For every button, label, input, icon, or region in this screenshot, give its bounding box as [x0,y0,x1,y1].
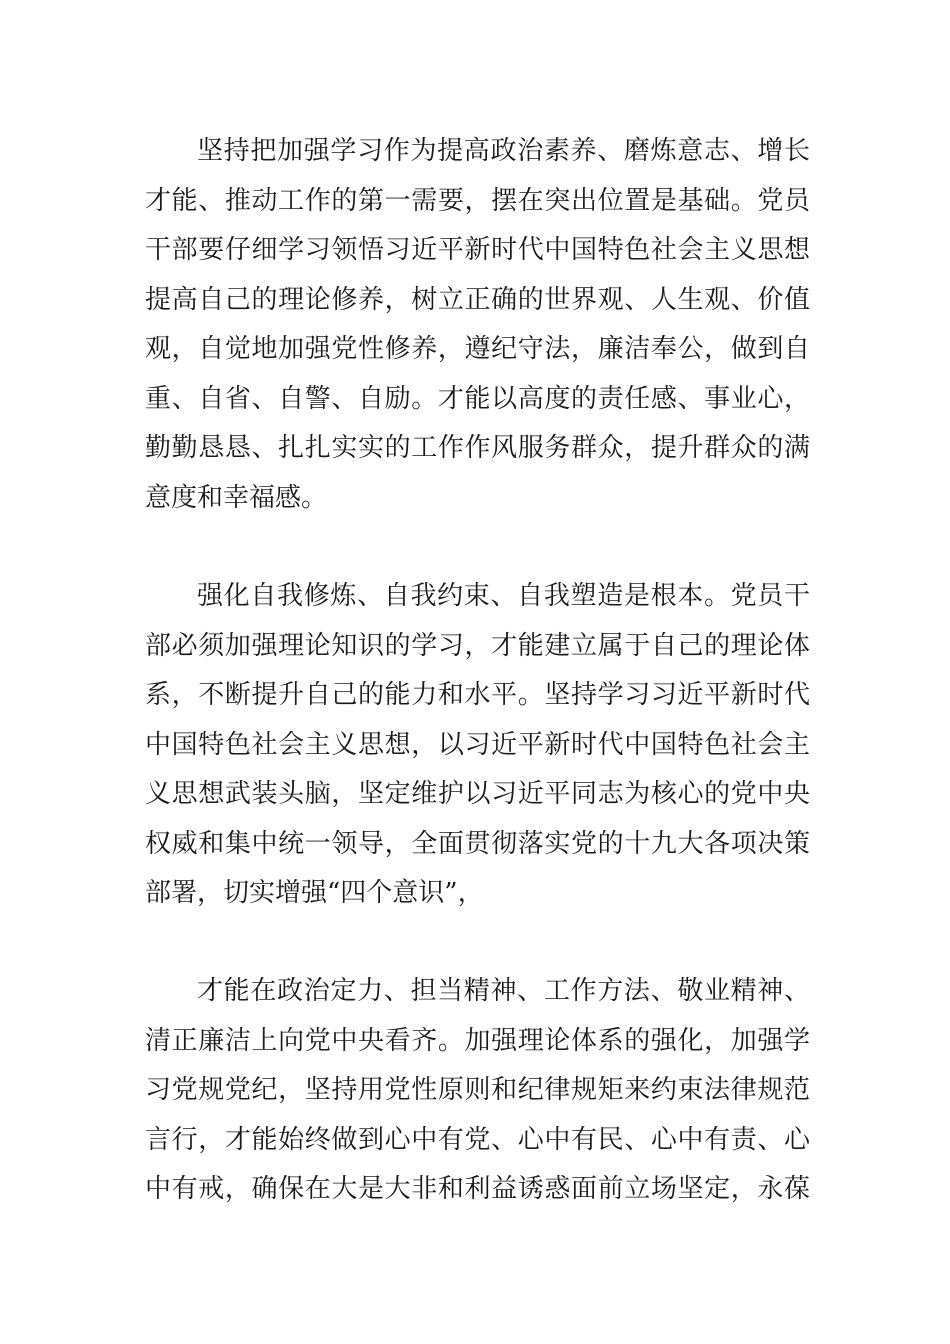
paragraph-line: 观，自觉地加强党性修养，遵纪守法，廉洁奉公，做到自 [145,334,810,364]
paragraph-line: 坚持把加强学习作为提高政治素养、磨炼意志、增长 [197,136,810,166]
paragraph-line: 清正廉洁上向党中央看齐。加强理论体系的强化，加强学 [145,1025,810,1056]
paragraph-line: 部署，切实增强“四个意识”， [145,878,484,908]
paragraph-line: 义思想武装头脑，坚定维护以习近平同志为核心的党中央 [145,779,810,809]
paragraph-1 [145,127,810,523]
paragraph-line: 系，不断提升自己的能力和水平。坚持学习习近平新时代 [145,680,810,710]
paragraph-line: 中国特色社会主义思想，以习近平新时代中国特色社会主 [145,729,810,760]
paragraph-line: 权威和集中统一领导，全面贯彻落实党的十九大各项决策 [145,828,810,859]
paragraph-line: 强化自我修炼、自我约束、自我塑造是根本。党员干 [197,581,810,611]
paragraph-line: 才能在政治定力、担当精神、工作方法、敬业精神、 [197,976,810,1006]
paragraph-2 [145,572,810,919]
paragraph-line: 意度和幸福感。 [145,482,328,513]
paragraph-line: 中有戒，确保在大是大非和利益诱惑面前立场坚定，永葆 [145,1174,810,1204]
paragraph-line: 才能、推动工作的第一需要，摆在突出位置是基础。党员 [145,185,810,216]
paragraph-3 [145,967,810,1215]
paragraph-line: 勤勤恳恳、扎扎实实的工作作风服务群众，提升群众的满 [145,433,810,463]
paragraph-line: 干部要仔细学习领悟习近平新时代中国特色社会主义思想 [145,235,810,265]
paragraph-line: 部必须加强理论知识的学习，才能建立属于自己的理论体 [145,630,810,661]
paragraph-line: 言行，才能始终做到心中有党、心中有民、心中有责、心 [145,1124,810,1155]
paragraph-line: 习党规党纪，坚持用党性原则和纪律规矩来约束法律规范 [145,1075,810,1105]
paragraph-line: 重、自省、自警、自励。才能以高度的责任感、事业心， [145,383,810,414]
paragraph-line: 提高自己的理论修养，树立正确的世界观、人生观、价值 [145,284,810,315]
